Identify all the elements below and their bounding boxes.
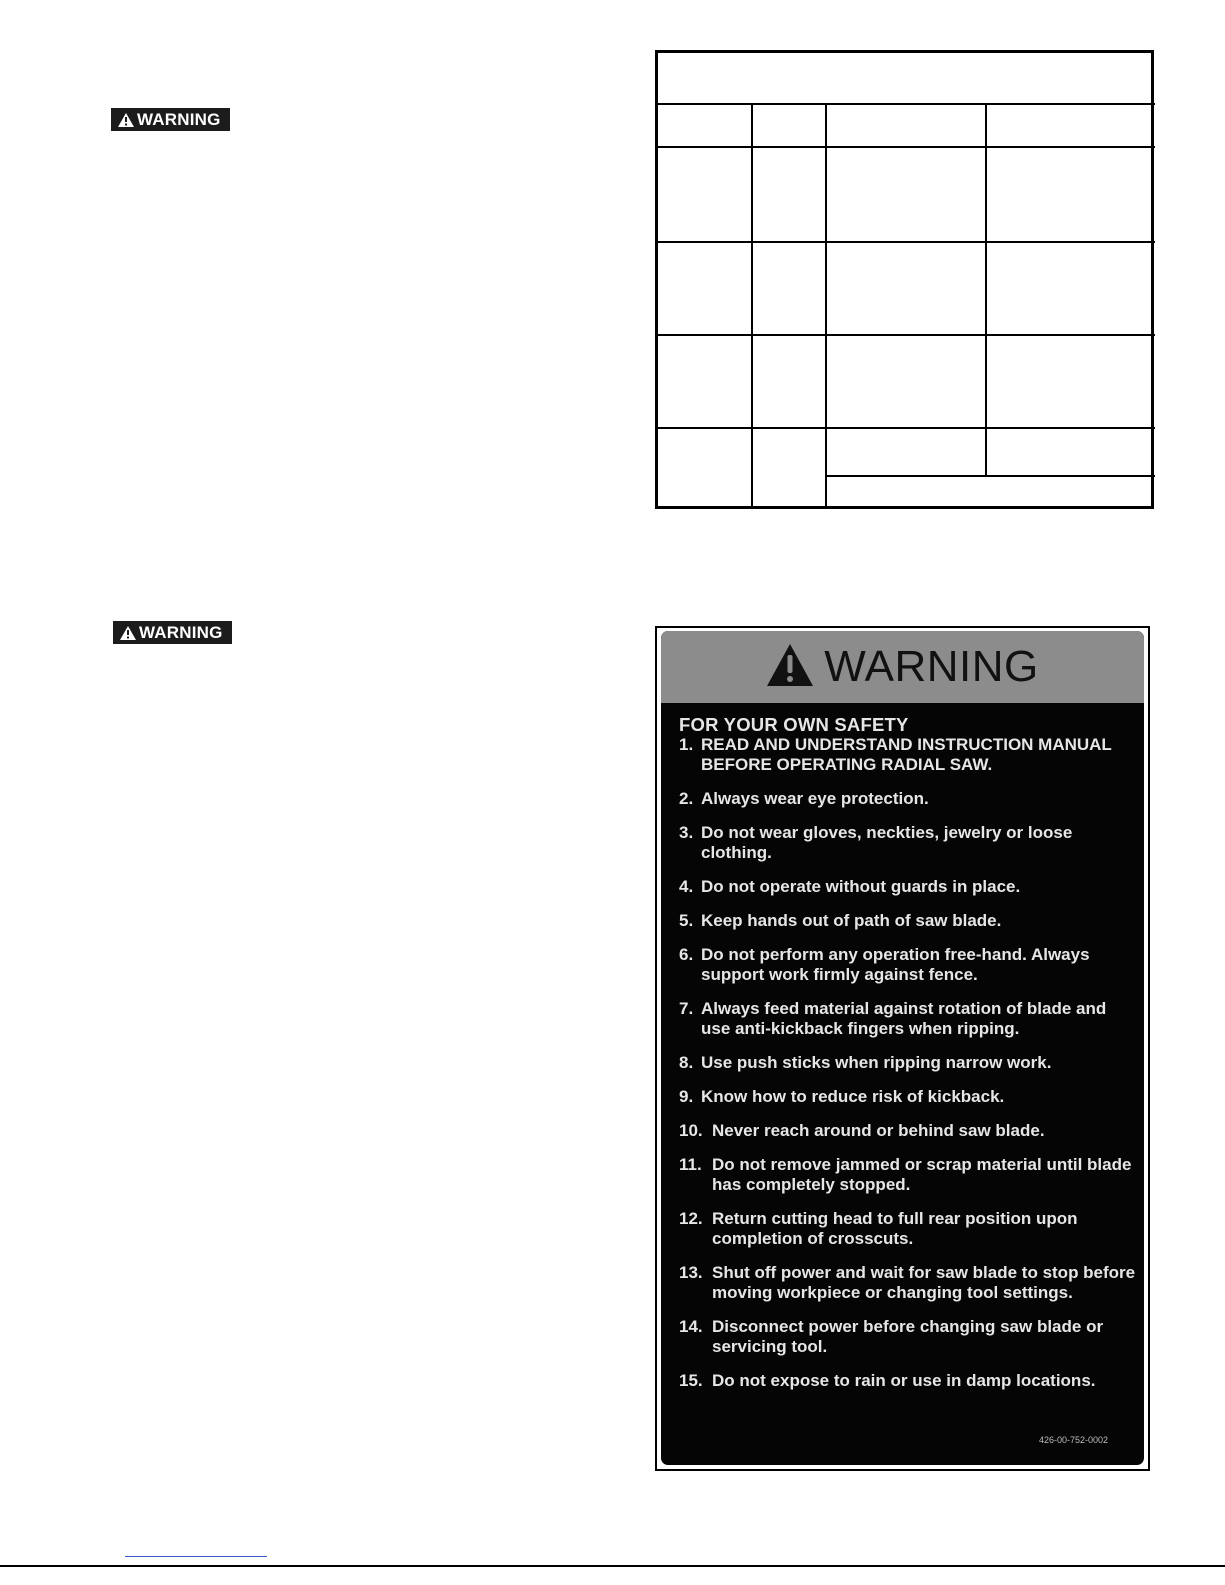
- item-number: 4.: [679, 877, 694, 896]
- list-item: [679, 1317, 1136, 1357]
- label-title: WARNING: [824, 642, 1039, 691]
- list-item: [679, 1155, 1136, 1195]
- item-number: 6.: [679, 945, 694, 964]
- item-text: Do not wear gloves, neckties, jewelry or loose clothing.: [701, 823, 1073, 862]
- item-number: 13.: [679, 1263, 703, 1282]
- warning-triangle-icon: [118, 113, 134, 127]
- item-number: 11.: [679, 1155, 702, 1174]
- item-text: Always feed material against rotation of blade and use anti-kickback fingers when ripping.: [701, 999, 1107, 1038]
- label-part-code: 426-00-752-0002: [1038, 1435, 1108, 1445]
- list-item: [679, 999, 1136, 1039]
- item-number: 9.: [679, 1087, 694, 1106]
- item-text: Keep hands out of path of saw blade.: [701, 911, 1002, 930]
- item-text: Never reach around or behind saw blade.: [712, 1121, 1045, 1140]
- item-text: Return cutting head to full rear position upon completion of crosscuts.: [712, 1209, 1078, 1248]
- item-text: Know how to reduce risk of kickback.: [701, 1087, 1005, 1106]
- warning-badge-bottom: [113, 621, 232, 644]
- item-number: 3.: [679, 823, 694, 842]
- page-footer-rule: [0, 1565, 1225, 1567]
- warning-badge-text: WARNING: [139, 622, 223, 642]
- list-item: [679, 945, 1136, 985]
- warning-badge-text: WARNING: [137, 109, 221, 129]
- list-item: [679, 1263, 1136, 1303]
- warning-badge-top: [111, 108, 230, 131]
- list-item: [679, 877, 1136, 897]
- item-text: Always wear eye protection.: [701, 789, 929, 808]
- item-number: 8.: [679, 1053, 694, 1072]
- list-item: [679, 1371, 1136, 1391]
- label-subtitle: FOR YOUR OWN SAFETY: [679, 714, 909, 735]
- empty-specification-table: [655, 50, 1155, 509]
- item-text: Do not expose to rain or use in damp locations.: [712, 1371, 1096, 1390]
- item-number: 2.: [679, 789, 694, 808]
- item-number: 5.: [679, 911, 694, 930]
- item-text: Do not perform any operation free-hand. Always support work firmly against fence.: [701, 945, 1090, 984]
- footnote-underline: [125, 1556, 267, 1557]
- item-number: 1.: [679, 735, 694, 754]
- item-number: 14.: [679, 1317, 703, 1336]
- item-number: 10.: [679, 1121, 703, 1140]
- item-text: Shut off power and wait for saw blade to stop before moving workpiece or changing tool settings.: [712, 1263, 1136, 1302]
- item-number: 12.: [679, 1209, 703, 1228]
- label-panel: [661, 631, 1144, 1465]
- label-body: [661, 703, 1144, 1391]
- list-item: [679, 1053, 1136, 1073]
- warning-triangle-icon: [120, 626, 136, 640]
- item-text: Disconnect power before changing saw blade or servicing tool.: [712, 1317, 1104, 1356]
- list-item: [679, 823, 1136, 863]
- item-text: READ AND UNDERSTAND INSTRUCTION MANUAL BEFORE OPERATING RADIAL SAW.: [701, 735, 1112, 774]
- item-text: Do not remove jammed or scrap material until blade has completely stopped.: [712, 1155, 1132, 1194]
- list-item: [679, 735, 1136, 775]
- list-item: [679, 1121, 1136, 1141]
- list-item: [679, 1087, 1136, 1107]
- list-item: [679, 1209, 1136, 1249]
- item-number: 7.: [679, 999, 694, 1018]
- item-text: Use push sticks when ripping narrow work.: [701, 1053, 1052, 1072]
- warning-triangle-icon: [766, 643, 814, 692]
- list-item: [679, 789, 1136, 809]
- list-item: [679, 911, 1136, 931]
- item-text: Do not operate without guards in place.: [701, 877, 1021, 896]
- safety-warning-label: [655, 626, 1150, 1471]
- item-number: 15.: [679, 1371, 703, 1390]
- label-header: [661, 631, 1144, 703]
